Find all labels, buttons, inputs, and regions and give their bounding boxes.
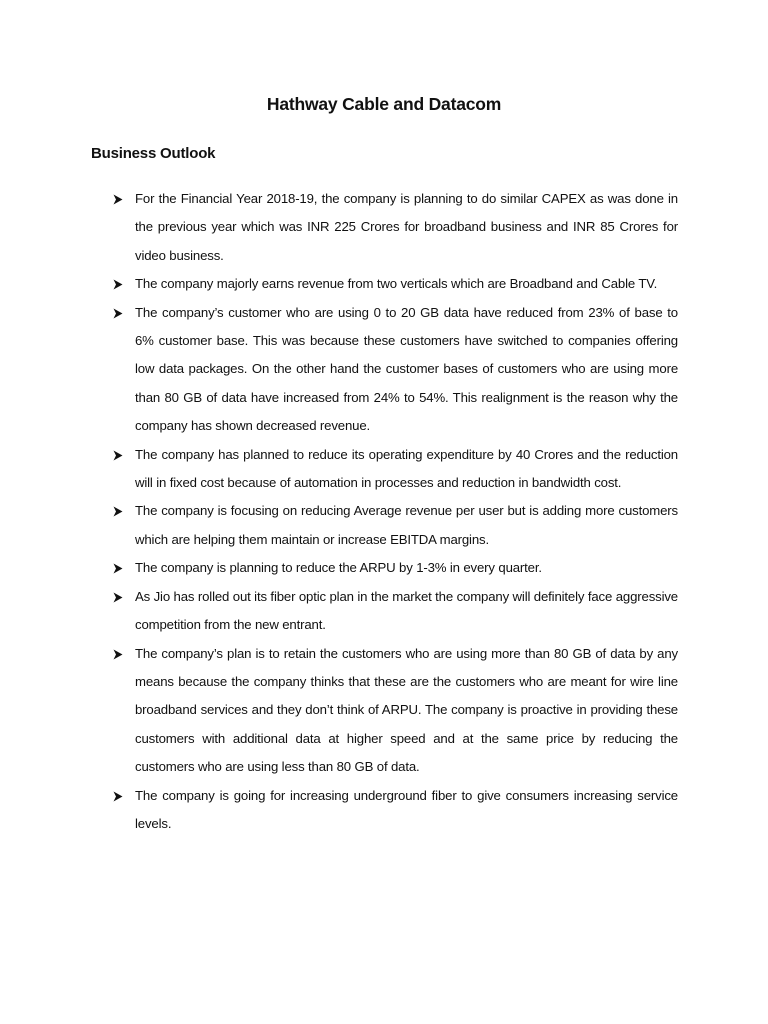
bullet-text: The company majorly earns revenue from two verticals which are Broadband and Cable TV. bbox=[135, 276, 658, 292]
bullet-item bbox=[112, 497, 678, 554]
bullet-text: The company is planning to reduce the ARPU by 1-3% in every quarter. bbox=[135, 560, 542, 576]
bullet-text: As Jio has rolled out its fiber optic plan in the market the company will definitely face aggressive competition from the new entrant. bbox=[135, 588, 678, 633]
bullet-text: The company’s customer who are using 0 to 20 GB data have reduced from 23% of base to 6% customer base. This was because these customers have switched to companies offering low data packages. On the other hand the customer bases of customers who are using more than 80 GB of data have increased from 24% to 54%. This realignment is the reason why the company has shown decreased revenue. bbox=[135, 304, 678, 434]
bullet-list bbox=[112, 185, 678, 838]
bullet-text: For the Financial Year 2018-19, the company is planning to do similar CAPEX as was done in the previous year which was INR 225 Crores for broadband business and INR 85 Crores for video business. bbox=[135, 191, 678, 263]
arrowhead-bullet-icon bbox=[113, 563, 123, 574]
bullet-item bbox=[112, 583, 678, 640]
document-title: Hathway Cable and Datacom bbox=[266, 94, 502, 114]
bullet-item bbox=[112, 299, 678, 441]
arrowhead-bullet-icon bbox=[113, 592, 123, 603]
arrowhead-bullet-icon bbox=[113, 308, 123, 319]
bullet-text: The company is focusing on reducing Average revenue per user but is adding more customers which are helping them maintain or increase EBITDA margins. bbox=[135, 503, 678, 547]
arrowhead-bullet-icon bbox=[113, 791, 123, 802]
bullet-text: The company is going for increasing underground fiber to give consumers increasing service levels. bbox=[135, 787, 678, 831]
arrowhead-bullet-icon bbox=[113, 279, 123, 290]
arrowhead-bullet-icon bbox=[113, 450, 123, 461]
bullet-item bbox=[112, 441, 678, 498]
bullet-item bbox=[112, 640, 678, 782]
bullet-item bbox=[112, 782, 678, 839]
arrowhead-bullet-icon bbox=[113, 649, 123, 660]
bullet-text: The company has planned to reduce its operating expenditure by 40 Crores and the reduction will in fixed cost because of automation in processes and reduction in bandwidth cost. bbox=[135, 446, 678, 491]
arrowhead-bullet-icon bbox=[113, 194, 123, 205]
bullet-item bbox=[112, 185, 678, 270]
section-heading: Business Outlook bbox=[91, 145, 216, 162]
arrowhead-bullet-icon bbox=[113, 506, 123, 517]
bullet-item bbox=[112, 554, 678, 582]
bullet-text: The company’s plan is to retain the customers who are using more than 80 GB of data by any means because the company thinks that these are the customers who are meant for wire line broadband services and they don’t think of ARPU. The company is proactive in providing these customers with additional data at higher speed and at the same price by reducing the customers who are using less than 80 GB of data. bbox=[135, 645, 678, 775]
bullet-item bbox=[112, 270, 678, 298]
